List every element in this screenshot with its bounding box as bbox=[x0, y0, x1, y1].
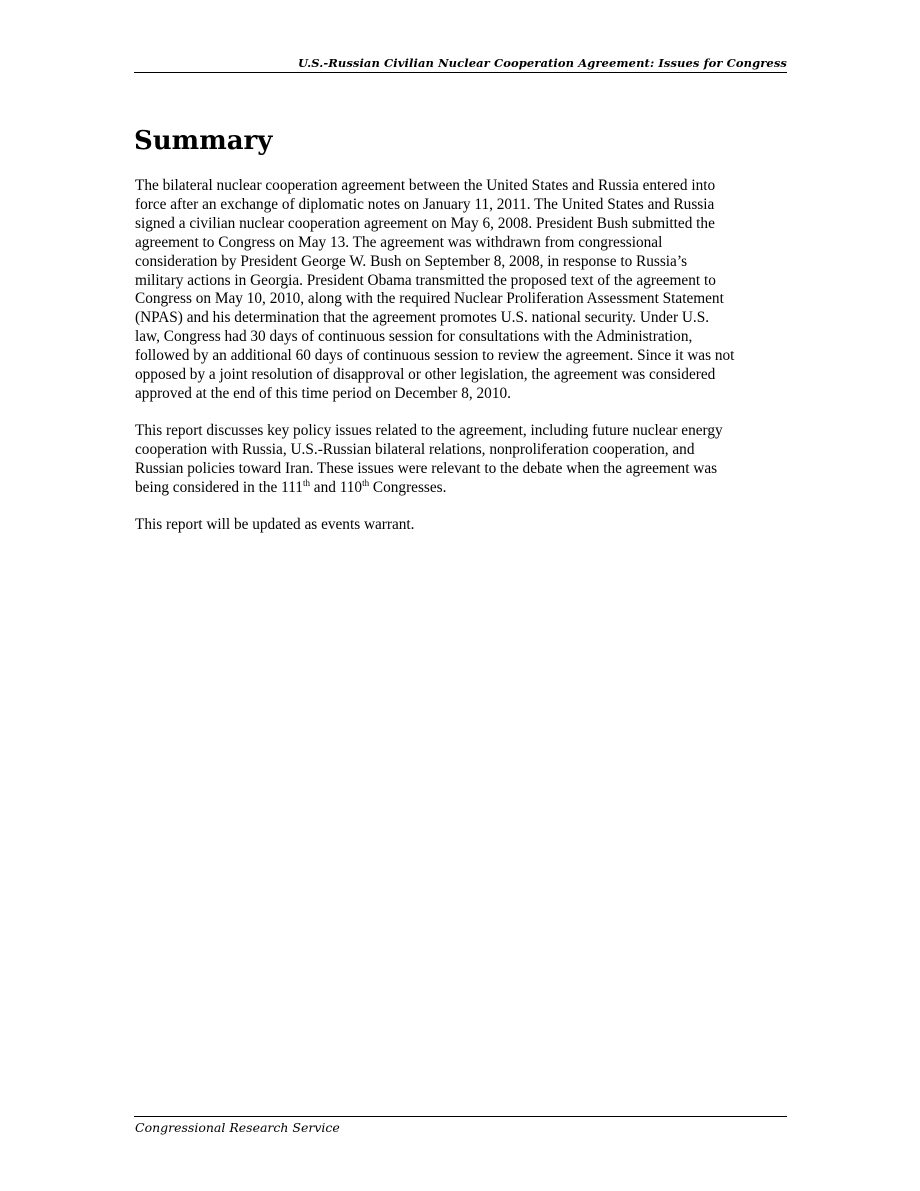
congress-text-suffix: Congresses. bbox=[369, 478, 447, 496]
ordinal-superscript: th bbox=[362, 477, 370, 488]
paragraph-line: law, Congress had 30 days of continuous session for consultations with the Administration, bbox=[135, 328, 693, 346]
paragraph-line: This report discusses key policy issues related to the agreement, including future nuclear energy bbox=[135, 421, 723, 439]
paragraph-line: The bilateral nuclear cooperation agreement between the United States and Russia entered into bbox=[135, 177, 716, 194]
header-rule bbox=[134, 72, 787, 73]
paragraph-line: force after an exchange of diplomatic notes on January 11, 2011. The United States and Russia bbox=[135, 195, 715, 213]
summary-paragraph-1 bbox=[135, 177, 795, 404]
paragraph-line: followed by an additional 60 days of continuous session to review the agreement. Since it was not bbox=[135, 347, 735, 365]
paragraph-line: consideration by President George W. Bush on September 8, 2008, in response to Russia’s bbox=[135, 252, 688, 270]
paragraph-line: Congress on May 10, 2010, along with the required Nuclear Proliferation Assessment Statement bbox=[135, 290, 724, 308]
paragraph-line: signed a civilian nuclear cooperation agreement on May 6, 2008. President Bush submitted the bbox=[135, 214, 715, 232]
paragraph-line: approved at the end of this time period on December 8, 2010. bbox=[135, 384, 511, 402]
summary-paragraph-2 bbox=[135, 422, 795, 498]
paragraph-line-with-superscripts bbox=[135, 479, 795, 498]
paragraph-line: opposed by a joint resolution of disapproval or other legislation, the agreement was considered bbox=[135, 366, 716, 384]
paragraph-line: military actions in Georgia. President Obama transmitted the proposed text of the agreement to bbox=[135, 271, 716, 289]
page-title: Summary bbox=[134, 126, 273, 156]
congress-text-prefix: being considered in the 111 bbox=[135, 478, 303, 496]
running-header: U.S.-Russian Civilian Nuclear Cooperation Agreement: Issues for Congress bbox=[298, 56, 787, 70]
paragraph-line: Russian policies toward Iran. These issues were relevant to the debate when the agreement was bbox=[135, 459, 718, 477]
ordinal-superscript: th bbox=[302, 477, 310, 488]
footer-rule bbox=[134, 1116, 787, 1117]
paragraph-line: agreement to Congress on May 13. The agreement was withdrawn from congressional bbox=[135, 233, 663, 251]
summary-paragraph-3: This report will be updated as events warrant. bbox=[135, 515, 415, 533]
footer-text: Congressional Research Service bbox=[135, 1120, 340, 1135]
summary-body bbox=[135, 177, 795, 552]
paragraph-line: (NPAS) and his determination that the agreement promotes U.S. national security. Under U.S. bbox=[135, 309, 710, 327]
congress-text-middle: and 110 bbox=[309, 478, 363, 496]
paragraph-line: cooperation with Russia, U.S.-Russian bilateral relations, nonproliferation cooperation, and bbox=[135, 440, 695, 458]
